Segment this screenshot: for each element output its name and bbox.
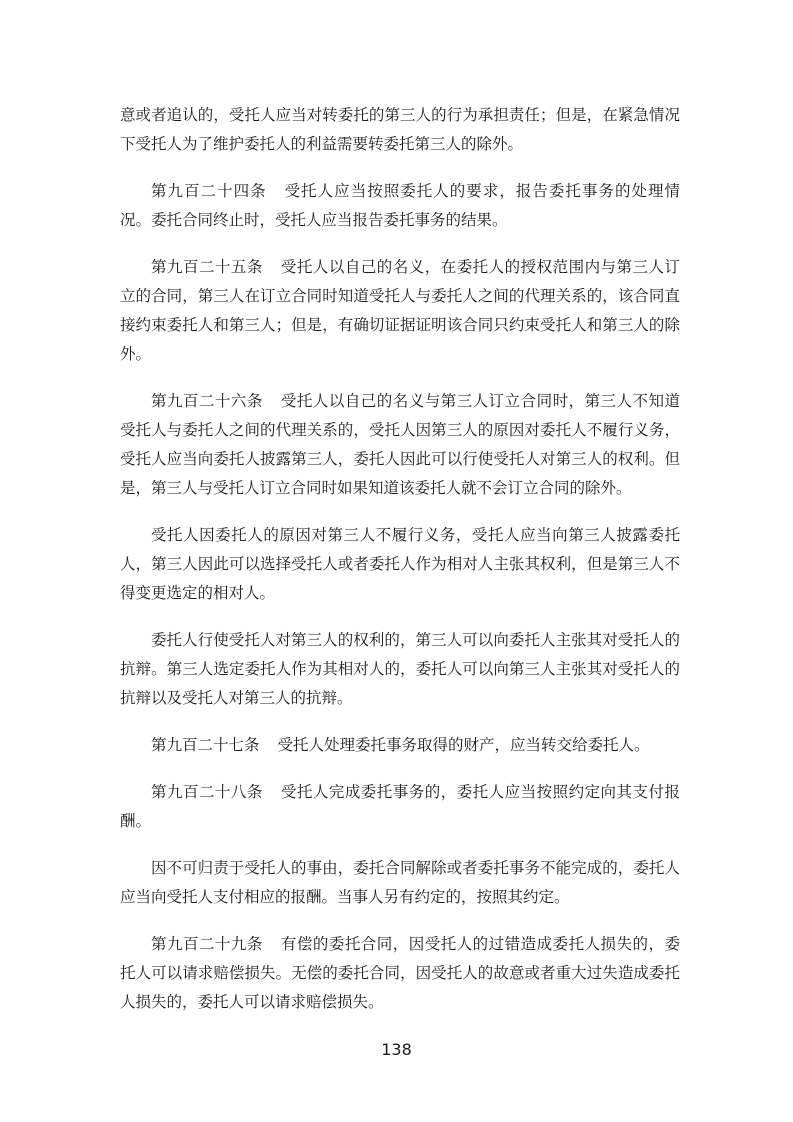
article-926 — [120, 387, 680, 503]
paragraph-text: 因不可归责于受托人的事由，委托合同解除或者委托事务不能完成的，委托人应当向受托人支付相应的报酬。当事人另有约定的，按照其约定。 — [120, 859, 680, 906]
paragraph-text: 有偿的委托合同，因受托人的过错造成委托人损失的，委托人可以请求赔偿损失。无偿的委托合同，因受托人的故意或者重大过失造成委托人损失的，委托人可以请求赔偿损失。 — [120, 935, 680, 1011]
page-content — [120, 101, 680, 1035]
paragraph-text: 受托人因委托人的原因对第三人不履行义务，受托人应当向第三人披露委托人，第三人因此可以选择受托人或者委托人作为相对人主张其权利，但是第三人不得变更选定的相对人。 — [120, 526, 680, 602]
paragraph-text: 受托人以自己的名义，在委托人的授权范围内与第三人订立的合同，第三人在订立合同时知道受托人与委托人之间的代理关系的，该合同直接约束委托人和第三人；但是，有确切证据证明该合同只约束受托人和第三人的除外。 — [120, 258, 680, 363]
paragraph-text: 受托人处理委托事务取得的财产，应当转交给委托人。 — [277, 736, 650, 754]
paragraph-text: 受托人应当按照委托人的要求，报告委托事务的处理情况。委托合同终止时，受托人应当报告委托事务的结果。 — [120, 182, 680, 229]
article-number: 第九百二十四条 — [151, 182, 267, 200]
article-number: 第九百二十五条 — [151, 258, 263, 276]
paragraph-text: 受托人完成委托事务的，委托人应当按照约定向其支付报酬。 — [120, 783, 680, 830]
article-925 — [120, 253, 680, 369]
article-926-para-2 — [120, 521, 680, 608]
paragraph-continuation — [120, 101, 680, 159]
article-926-para-3 — [120, 626, 680, 713]
article-number: 第九百二十六条 — [151, 392, 263, 410]
article-924 — [120, 177, 680, 235]
article-number: 第九百二十八条 — [151, 783, 263, 801]
article-number: 第九百二十九条 — [151, 935, 263, 953]
article-929 — [120, 930, 680, 1017]
article-928-para-2 — [120, 854, 680, 912]
article-number: 第九百二十七条 — [151, 736, 260, 754]
paragraph-text: 意或者追认的，受托人应当对转委托的第三人的行为承担责任；但是，在紧急情况下受托人为了维护委托人的利益需要转委托第三人的除外。 — [120, 106, 680, 153]
article-928 — [120, 778, 680, 836]
page-number: 138 — [381, 1040, 412, 1059]
paragraph-text: 委托人行使受托人对第三人的权利的，第三人可以向委托人主张其对受托人的抗辩。第三人选定委托人作为其相对人的，委托人可以向第三人主张其对受托人的抗辩以及受托人对第三人的抗辩。 — [120, 631, 680, 707]
article-927 — [120, 731, 680, 760]
paragraph-text: 受托人以自己的名义与第三人订立合同时，第三人不知道受托人与委托人之间的代理关系的，受托人因第三人的原因对委托人不履行义务，受托人应当向委托人披露第三人，委托人因此可以行使受托人对第三人的权利。但是，第三人与受托人订立合同时如果知道该委托人就不会订立合同的除外。 — [120, 392, 680, 497]
